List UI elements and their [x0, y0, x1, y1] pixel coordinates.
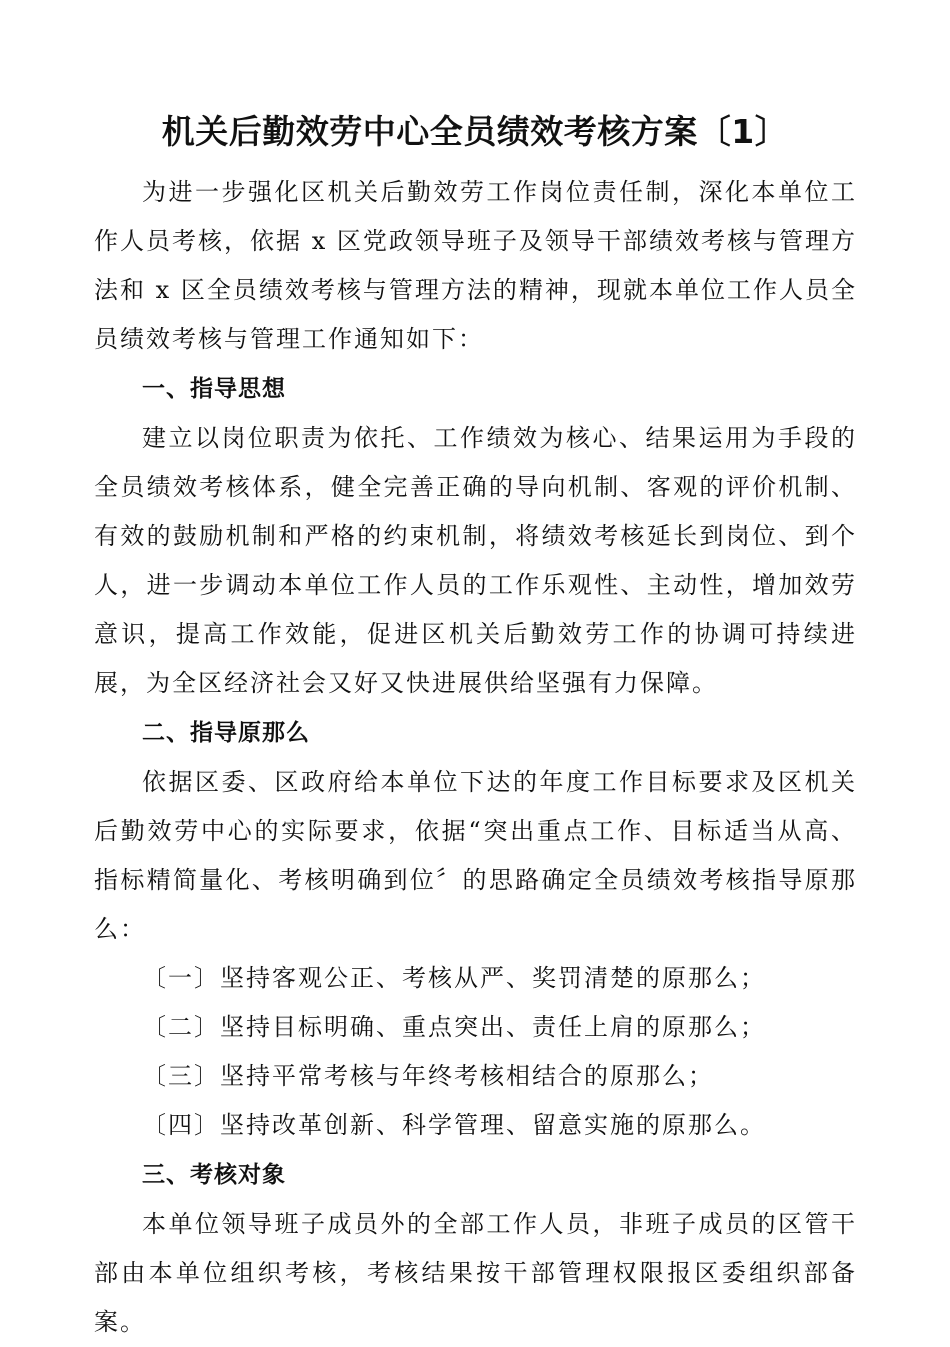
principle-item: 〔一〕坚持客观公正、考核从严、奖罚清楚的原那么；	[142, 964, 766, 992]
intro-paragraph: 为进一步强化区机关后勤效劳工作岗位责任制，深化本单位工作人员考核，依据 x 区党政领导班子及领导干部绩效考核与管理方法和 x 区全员绩效考核与管理方法的精神，现就本单位工作人员全员绩效考核与管理工作通知如下：	[94, 178, 857, 353]
principle-item: 〔三〕坚持平常考核与年终考核相结合的原那么；	[142, 1062, 714, 1090]
principle-item: 〔二〕坚持目标明确、重点突出、责任上肩的原那么；	[142, 1013, 766, 1041]
section-paragraph-assessment-targets: 本单位领导班子成员外的全部工作人员，非班子成员的区管干部由本单位组织考核，考核结果按干部管理权限报区委组织部备案。	[94, 1210, 857, 1336]
principle-item: 〔四〕坚持改革创新、科学管理、留意实施的原那么。	[142, 1111, 766, 1139]
section-paragraph-guiding-ideology: 建立以岗位职责为依托、工作绩效为核心、结果运用为手段的全员绩效考核体系，健全完善正确的导向机制、客观的评价机制、有效的鼓励机制和严格的约束机制，将绩效考核延长到岗位、到个人，进一步调动本单位工作人员的工作乐观性、主动性，增加效劳意识，提高工作效能，促进区机关后勤效劳工作的协调可持续进展，为全区经济社会又好又快进展供给坚强有力保障。	[94, 424, 857, 697]
document-title: 机关后勤效劳中心全员绩效考核方案〔1〕	[161, 112, 789, 151]
section-heading-assessment-targets: 三、考核对象	[142, 1162, 286, 1188]
section-paragraph-guiding-principles: 依据区委、区政府给本单位下达的年度工作目标要求及区机关后勤效劳中心的实际要求，依据“突出重点工作、目标适当从高、指标精简量化、考核明确到位〞的思路确定全员绩效考核指导原那么：	[94, 768, 857, 943]
document-body	[94, 168, 857, 1347]
section-heading-guiding-ideology: 一、指导思想	[142, 376, 286, 402]
section-heading-guiding-principles: 二、指导原那么	[142, 720, 310, 746]
